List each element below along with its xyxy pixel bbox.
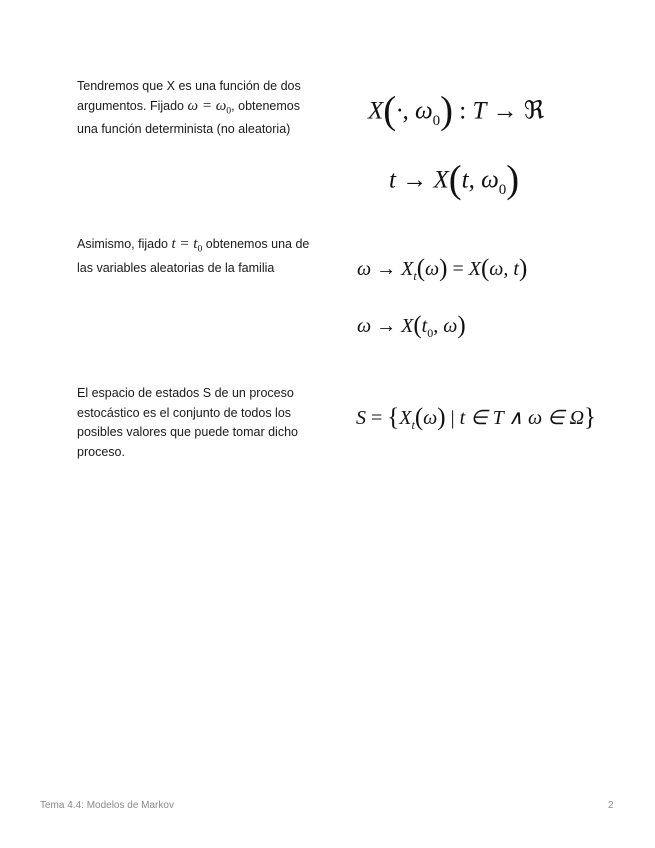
equation-omega-maps-to-xt: $\omega \to X_t(\omega) = X(\omega$, t) (357, 255, 528, 284)
inline-math-t-fixed: $t = t_0$ (171, 236, 203, 255)
paragraph-fixed-t-random-variables (77, 235, 322, 278)
inline-math-omega-fixed: $\omega = \omega_0$ (187, 97, 232, 116)
equation-t-maps-to-x: t → X(t, $\omega_0$) (389, 158, 520, 201)
equation-omega-maps-to-x-t0: $\omega \to X(t_0$, ω) (357, 312, 466, 341)
paragraph-text: Asimismo, fijado (77, 237, 172, 251)
paragraph-state-space: El espacio de estados S de un proceso estocástico es el conjunto de todos los posibles valores que puede tomar dicho proceso. (77, 386, 298, 459)
paragraph-text: , obtenemos una función determinista (no aleatoria) (77, 98, 300, 137)
equation-state-space-set: $S = \{X_t(\omega)$ | t ∈ T ∧ ω ∈ Ω} (356, 404, 597, 433)
equation-x-dot-omega0-mapping: X(·, $\omega_0$) : T → ℜ (368, 89, 545, 132)
paragraph-text: obtenemos una de las variables aleatorias de la familia (77, 237, 310, 275)
footer-title: Tema 4.4: Modelos de Markov (40, 800, 174, 811)
paragraph-function-of-two-arguments (77, 77, 322, 140)
page-number: 2 (608, 800, 614, 811)
paragraph-text: Tendremos que X es una función de dos argumentos. Fijado (77, 79, 301, 113)
